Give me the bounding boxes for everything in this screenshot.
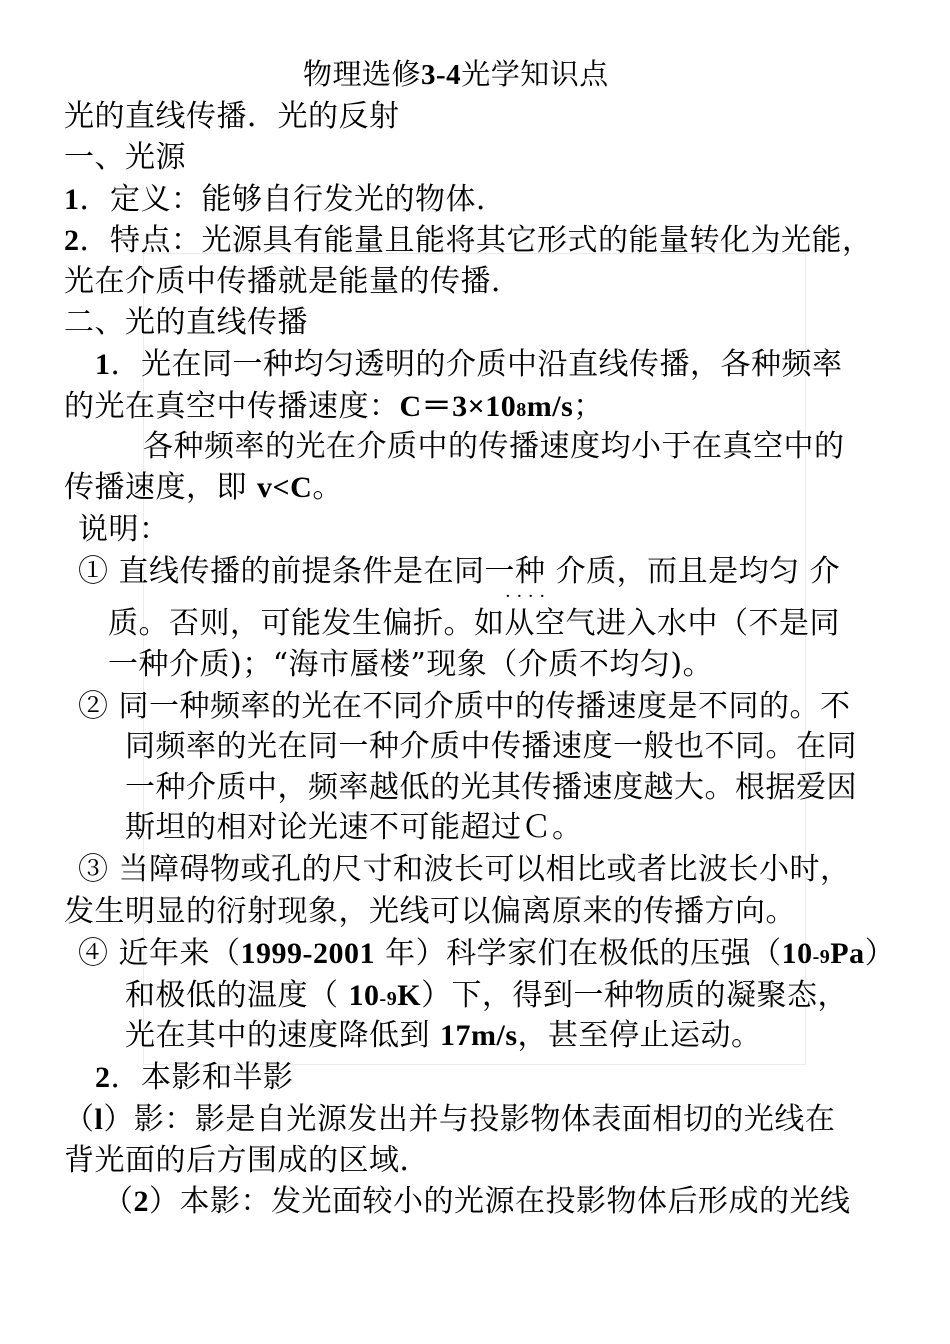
propagation-line-3: 各种频率的光在介质中的传播速度均小于在真空中的: [143, 429, 845, 464]
note1-line-3: 一种介质)；“海市蜃楼”现象（介质不均匀)。: [108, 647, 714, 682]
note1-line-1: ① 直线传播的前提条件是在同一种 介质，而且是均匀 介: [78, 554, 841, 589]
doc-title: 物理选修3-4光学知识点: [303, 57, 609, 91]
umbra-heading: 2．本影和半影: [95, 1060, 294, 1095]
note3-line-2: 发生明显的衍射现象，光线可以偏离原来的传播方向。: [64, 894, 796, 929]
note2-line-3: 一种介质中，频率越低的光其传播速度越大。根据爱因: [125, 770, 857, 805]
note4-line-1: ④ 近年来（1999-2001 年）科学家们在极低的压强（10-9Pa）: [78, 936, 896, 971]
umbra-line-1: （2）本影：发光面较小的光源在投影物体后形成的光线: [103, 1184, 851, 1219]
note4-line-3: 光在其中的速度降低到 17m/s，甚至停止运动。: [125, 1018, 762, 1053]
note-label: 说明：: [78, 512, 170, 547]
note2-line-4: 斯坦的相对论光速不可能超过Ｃ。: [125, 810, 583, 845]
emphasis-dots: · · · ·: [505, 586, 546, 607]
note4-line-2: 和极低的温度（ 10-9K）下，得到一种物质的凝聚态，: [125, 978, 849, 1013]
section-heading: 光的直线传播．光的反射: [64, 99, 400, 134]
note2-line-2: 同频率的光在同一种介质中传播速度一般也不同。在同: [125, 729, 857, 764]
propagation-line-1: 1．光在同一种均匀透明的介质中沿直线传播，各种频率: [95, 347, 843, 382]
sec1-heading: 一、光源: [64, 140, 186, 175]
note3-line-1: ③ 当障碍物或孔的尺寸和波长可以相比或者比波长小时，: [78, 852, 851, 887]
propagation-line-4: 传播速度，即 v<C。: [64, 470, 343, 505]
shadow-line-1: （l）影：影是自光源发出并与投影物体表面相切的光线在: [64, 1102, 836, 1137]
def-line: 1．定义：能够自行发光的物体．: [64, 182, 507, 217]
note2-line-1: ② 同一种频率的光在不同介质中的传播速度是不同的。不: [78, 689, 851, 724]
sec2-heading: 二、光的直线传播: [64, 305, 308, 340]
feature-line-1: 2．特点：光源具有能量且能将其它形式的能量转化为光能，: [64, 223, 873, 258]
propagation-line-2: 的光在真空中传播速度：C＝3×108m/s；: [64, 389, 604, 424]
feature-line-2: 光在介质中传播就是能量的传播．: [64, 264, 522, 299]
note1-line-2: 质。否则，可能发生偏折。如从空气进入水中（不是同: [108, 606, 840, 641]
shadow-line-2: 背光面的后方围成的区域．: [64, 1143, 430, 1178]
